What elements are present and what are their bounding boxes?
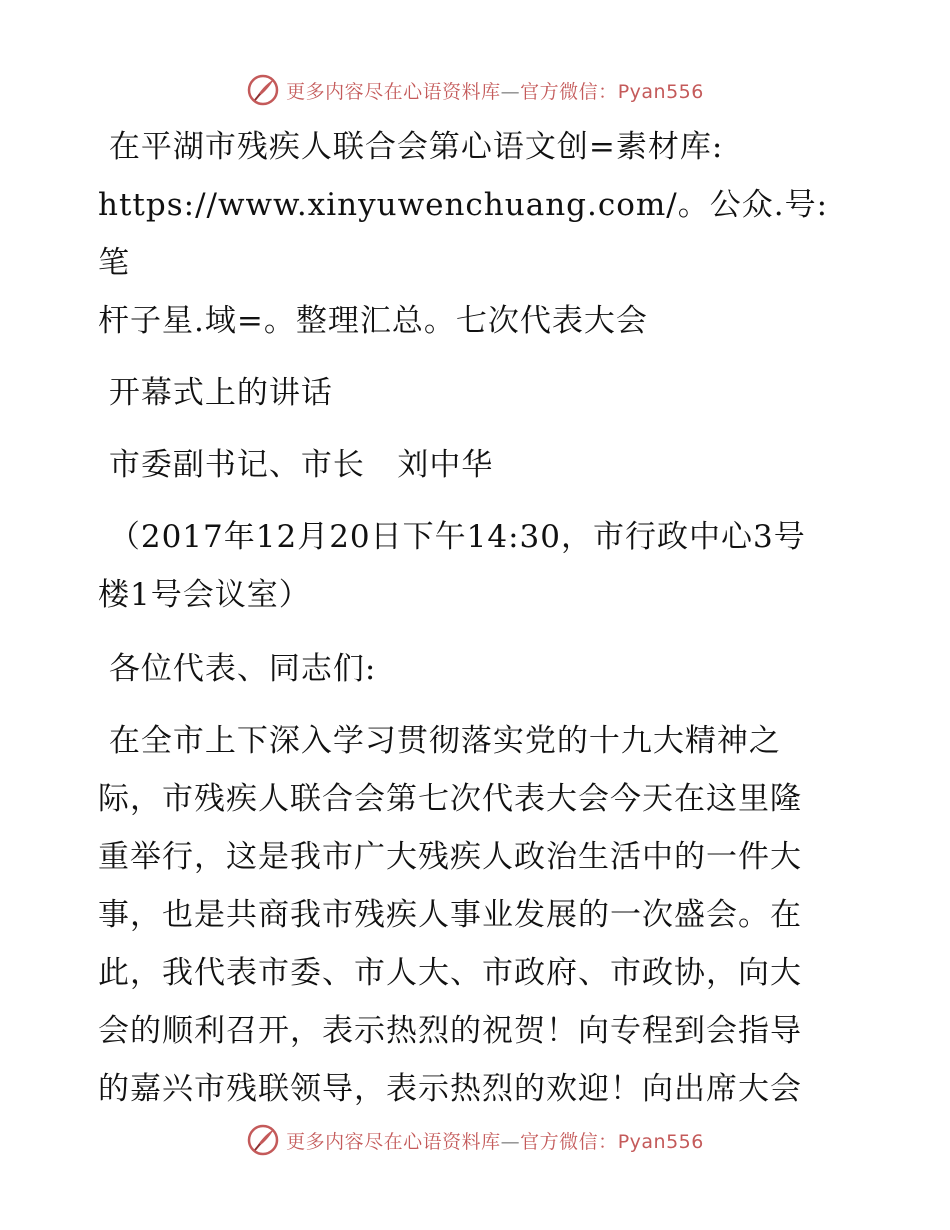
body-line-3: 重举行，这是我市广大残疾人政治生活中的一件大 bbox=[98, 839, 802, 875]
body-line-6: 会的顺利召开，表示热烈的祝贺！向专程到会指导 bbox=[98, 1013, 802, 1049]
body-line-2: 际，市残疾人联合会第七次代表大会今天在这里隆 bbox=[98, 781, 802, 817]
body-line-7: 的嘉兴市残联领导，表示热烈的欢迎！向出席大会 bbox=[98, 1071, 802, 1107]
document-body bbox=[98, 118, 850, 1118]
footer-banner-dash: — bbox=[500, 1130, 521, 1153]
header-banner-wechat-id: Pyan556 bbox=[617, 80, 704, 103]
speech-subtitle: 开幕式上的讲话 bbox=[98, 375, 333, 411]
header-banner-wechat-label: 官方微信： bbox=[520, 80, 618, 103]
speaker-line: 市委副书记、市长 刘中华 bbox=[98, 447, 494, 483]
header-banner-dash: — bbox=[500, 80, 521, 103]
footer-banner-wechat-label: 官方微信： bbox=[520, 1130, 618, 1153]
header-banner-text bbox=[286, 77, 704, 104]
intro-line-1: 在平湖市残疾人联合会第心语文创=素材库: bbox=[98, 129, 724, 165]
body-line-4: 事，也是共商我市残疾人事业发展的一次盛会。在 bbox=[98, 897, 802, 933]
meeting-info-line-2: 楼1号会议室） bbox=[98, 577, 311, 613]
footer-banner-wechat-id: Pyan556 bbox=[617, 1130, 704, 1153]
footer-banner-main: 更多内容尽在心语资料库 bbox=[286, 1130, 501, 1153]
feather-pen-logo-icon bbox=[246, 1123, 280, 1157]
intro-line-2: https://www.xinyuwenchuang.com/。公众.号: 笔 bbox=[98, 187, 839, 281]
footer-watermark-banner bbox=[0, 1120, 950, 1160]
intro-line-3: 杆子星.域=。整理汇总。七次代表大会 bbox=[98, 303, 648, 339]
header-banner-main: 更多内容尽在心语资料库 bbox=[286, 80, 501, 103]
feather-pen-logo-icon bbox=[246, 73, 280, 107]
meeting-info-line-1: （2017年12月20日下午14:30，市行政中心3号 bbox=[98, 519, 806, 555]
salutation: 各位代表、同志们: bbox=[98, 651, 377, 687]
footer-banner-text bbox=[286, 1127, 704, 1154]
body-line-1: 在全市上下深入学习贯彻落实党的十九大精神之 bbox=[98, 723, 781, 759]
header-watermark-banner bbox=[0, 70, 950, 110]
body-line-5: 此，我代表市委、市人大、市政府、市政协，向大 bbox=[98, 955, 802, 991]
